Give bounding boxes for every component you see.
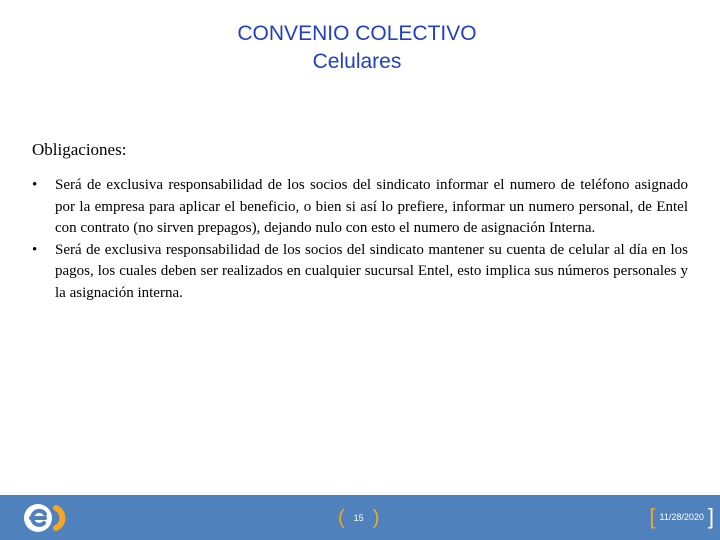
right-bracket-icon: ]: [707, 504, 714, 529]
bullet-item: [32, 175, 688, 240]
entel-logo-icon: [22, 500, 70, 536]
bullet-marker: •: [32, 241, 38, 258]
bullet-item: [32, 240, 688, 305]
bullet-marker: •: [32, 177, 38, 193]
footer-date-text: 11/28/2020: [659, 512, 704, 522]
left-paren-icon: (: [338, 507, 345, 529]
slide-title: [0, 20, 714, 76]
slide-title-line1: CONVENIO COLECTIVO: [237, 22, 477, 45]
left-bracket-icon: [: [649, 504, 656, 529]
footer-date: [649, 505, 714, 529]
bullet-text: Será de exclusiva responsabilidad de los socios del sindicato informar el numero de teléfono asignado por la empresa para aplicar el beneficio, o bien si así lo prefiere, informar un numero personal, de Entel con contrato (no sirven prepagos), dejando nulo con esto el numero de asignación Interna.: [55, 177, 688, 236]
bullet-list: [32, 175, 688, 304]
page-number: [338, 507, 379, 529]
footer-bar: [0, 495, 720, 540]
bullet-text: Será de exclusiva responsabilidad de los socios del sindicato mantener su cuenta de celular al día en los pagos, los cuales deben ser realizados en cualquier sucursal Entel, esto implica sus números personales y la asignación interna.: [55, 241, 688, 301]
page-number-text: 15: [353, 513, 364, 523]
right-paren-icon: ): [372, 507, 380, 529]
slide-title-line2: Celulares: [312, 50, 402, 73]
section-heading: Obligaciones:: [32, 140, 127, 159]
